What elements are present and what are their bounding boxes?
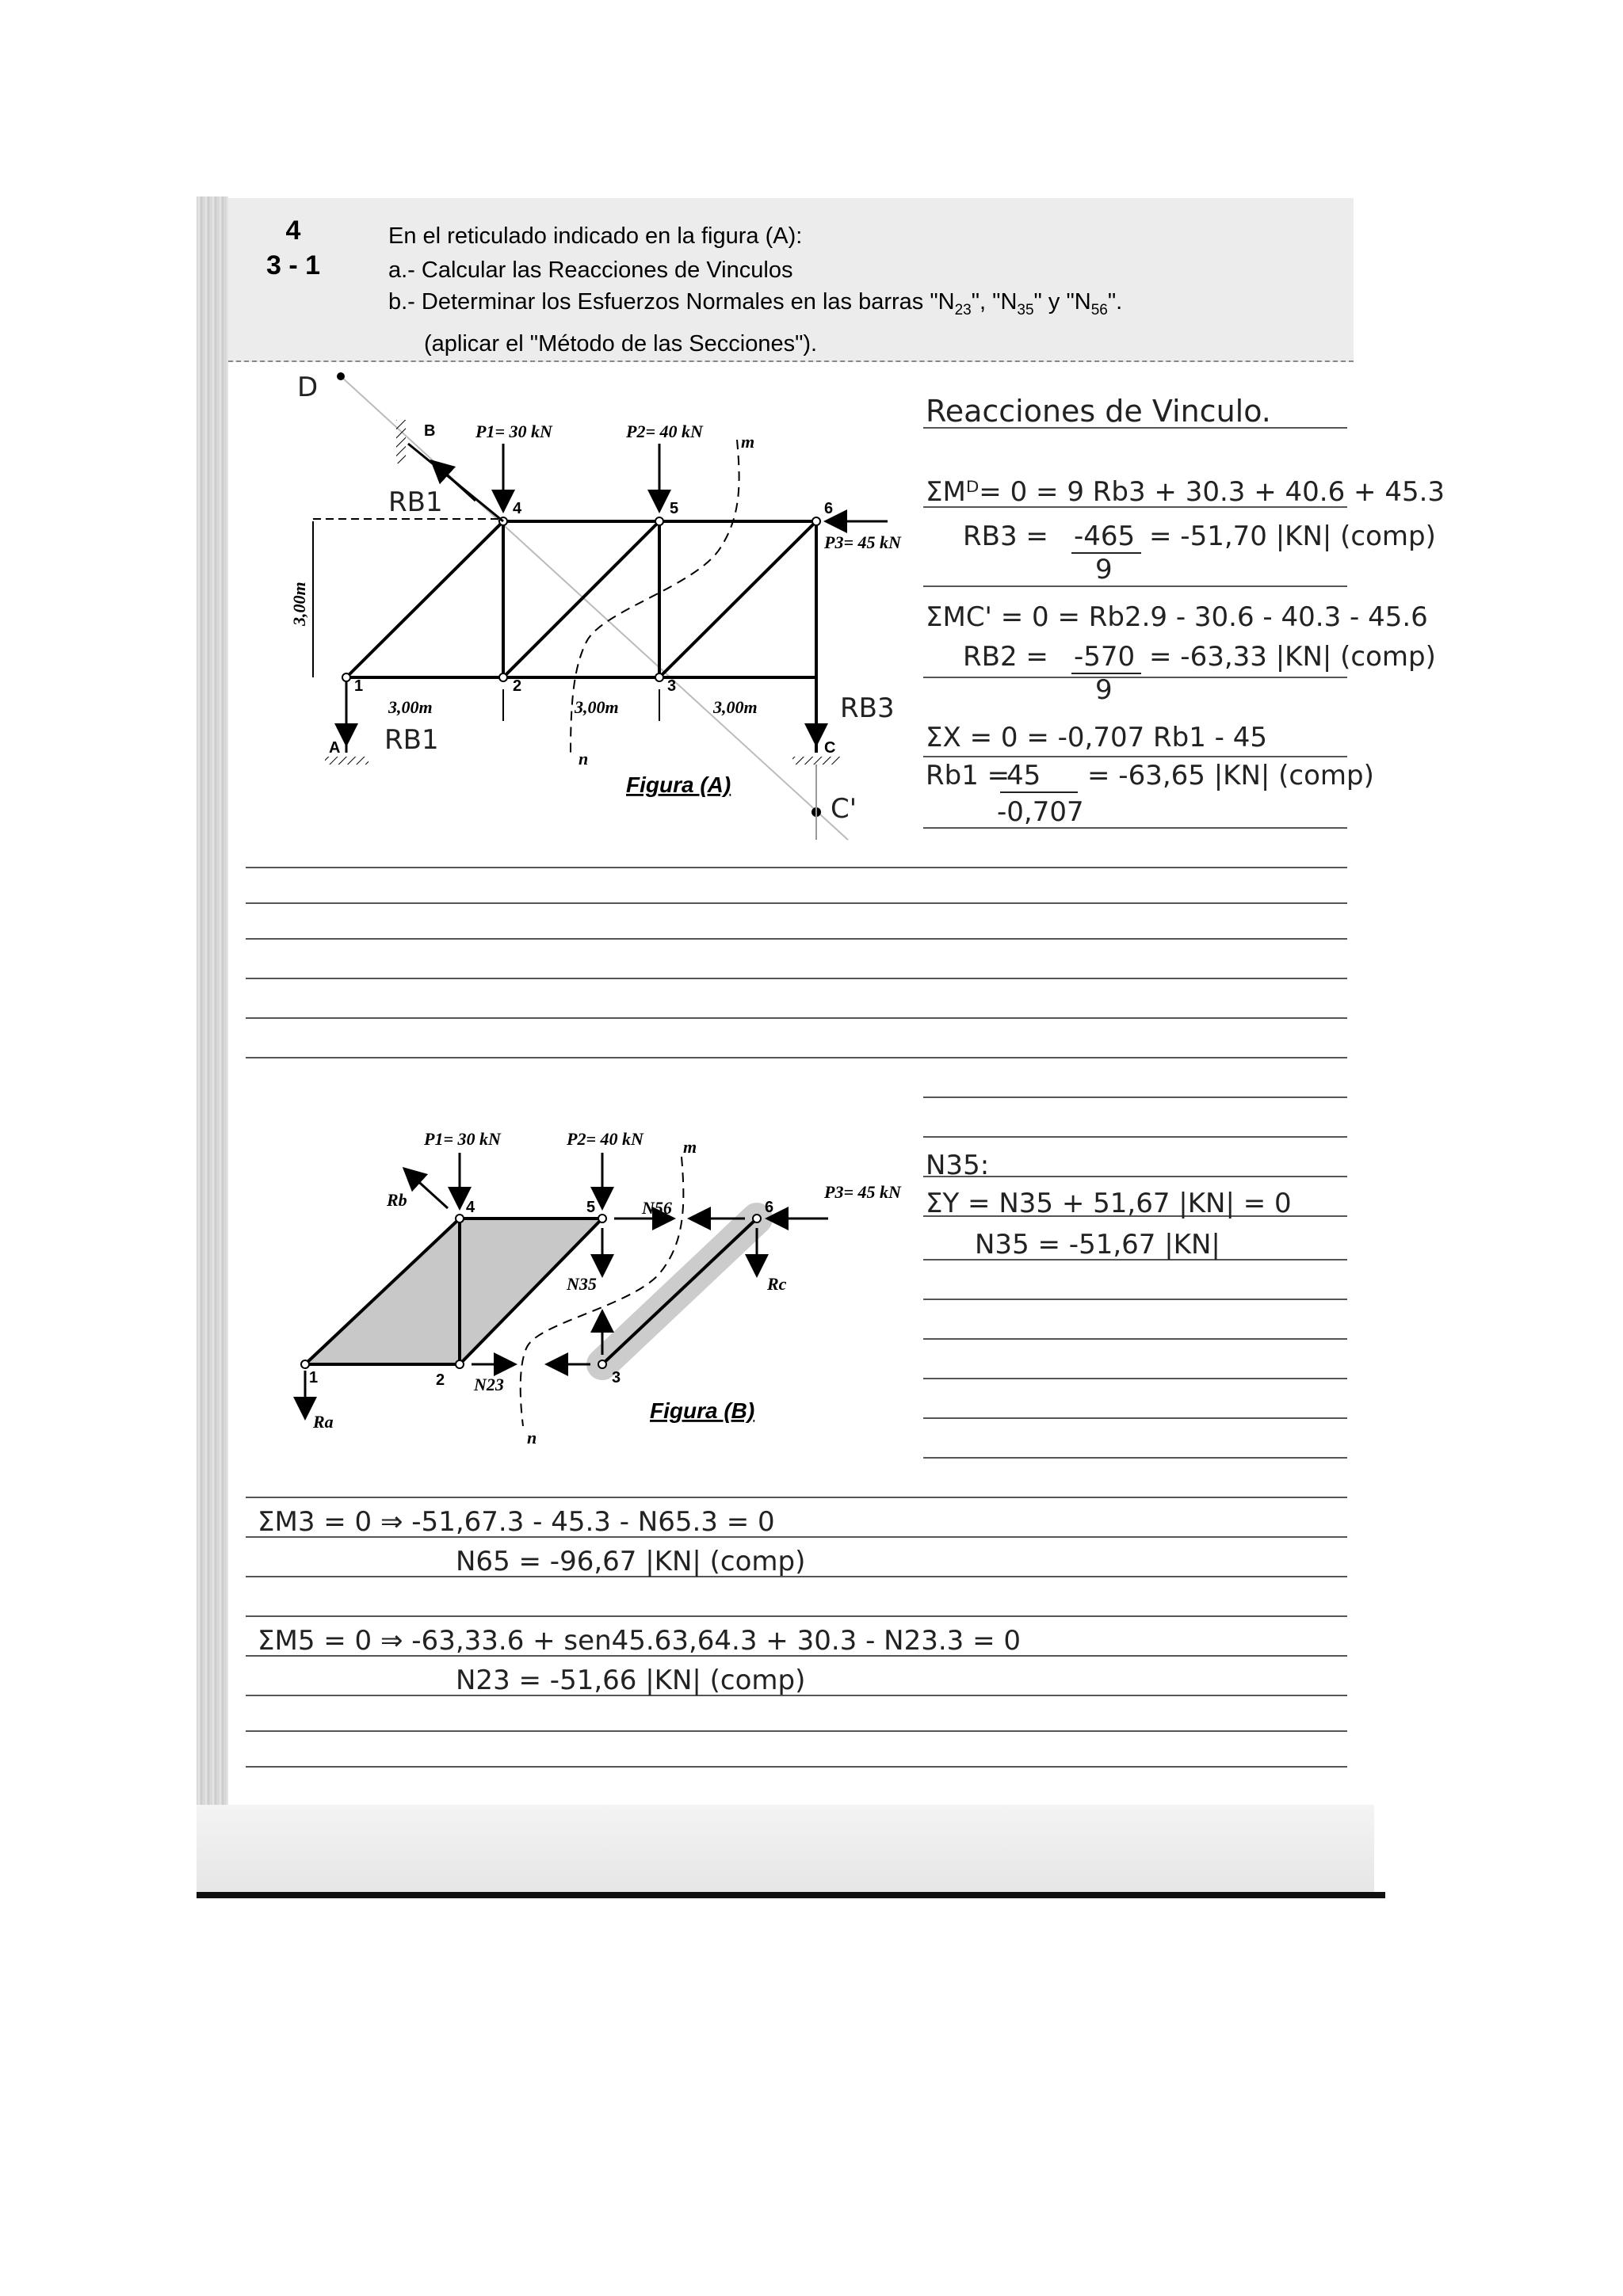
- node-4: [456, 1215, 464, 1222]
- figure-a-caption: Figura (A): [626, 772, 731, 797]
- hw-n35-title: N35:: [926, 1150, 990, 1181]
- item-b-mid1: ", "N: [971, 289, 1018, 315]
- label-p2: P2= 40 kN: [567, 1129, 643, 1149]
- node-3: [655, 673, 663, 681]
- label-n56: N56: [642, 1198, 672, 1218]
- label-node-4: 4: [466, 1199, 475, 1216]
- node-5: [598, 1215, 606, 1222]
- hw-reactions-title: Reacciones de Vinculo.: [926, 394, 1271, 429]
- hw-eq3-res-lhs: Rb1 =: [926, 760, 1010, 791]
- bar-3-6: [602, 1219, 757, 1364]
- problem-number: 4: [285, 215, 301, 246]
- figure-b-freebody: [301, 1129, 902, 1447]
- label-p3: P3= 45 kN: [824, 532, 901, 552]
- label-node-5: 5: [670, 500, 679, 517]
- node-6: [753, 1215, 761, 1222]
- label-span-2: 3,00m: [575, 697, 619, 717]
- hw-m5-res: N23 = -51,66 |KN| (comp): [456, 1665, 806, 1696]
- label-node-2: 2: [436, 1371, 445, 1389]
- label-rb: Rb: [387, 1190, 407, 1210]
- hw-point-d: D: [297, 372, 319, 403]
- statement-item-a: a.- Calcular las Reacciones de Vinculos: [388, 257, 793, 283]
- node-1: [342, 673, 350, 681]
- node-2: [499, 673, 507, 681]
- node-6: [812, 517, 820, 525]
- label-n35: N35: [567, 1274, 597, 1294]
- hw-eq3-frac-num: 45: [1006, 760, 1041, 791]
- hw-m5-eq: ΣM5 = 0 ⇒ -63,33.6 + sen45.63,64.3 + 30.3 - N23.3 = 0: [258, 1625, 1022, 1657]
- hw-eq3-frac-den: -0,707: [997, 796, 1084, 828]
- figure-a-truss: [289, 372, 902, 840]
- hw-eq2-res-rhs: = -63,33 |KN| (comp): [1149, 641, 1436, 673]
- item-b-sub3: 56: [1090, 301, 1108, 318]
- item-b-sub2: 35: [1017, 301, 1034, 318]
- hw-rb1-bottom: RB1: [384, 724, 439, 756]
- label-node-6: 6: [765, 1199, 774, 1216]
- support-c-ground: [792, 757, 840, 765]
- label-node-5: 5: [586, 1199, 596, 1216]
- bar-1-4: [346, 521, 503, 677]
- point-d-dot: [337, 372, 345, 380]
- label-node-4: 4: [513, 500, 522, 517]
- label-support-c: C: [824, 739, 836, 757]
- figure-b-caption: Figura (B): [650, 1398, 755, 1423]
- hw-n35-res: N35 = -51,67 |KN|: [975, 1229, 1220, 1261]
- label-node-2: 2: [513, 677, 522, 695]
- node-3: [598, 1360, 606, 1368]
- label-node-3: 3: [612, 1369, 621, 1386]
- problem-sub-number: 3 - 1: [265, 250, 321, 280]
- hw-rb1-top: RB1: [388, 486, 443, 518]
- hw-m3-res: N65 = -96,67 |KN| (comp): [456, 1546, 806, 1577]
- label-cut-m: m: [683, 1137, 697, 1157]
- hw-point-c-prime: C': [831, 793, 857, 825]
- label-rc: Rc: [767, 1274, 787, 1294]
- statement-method-note: (aplicar el "Método de las Secciones").: [424, 331, 818, 357]
- label-support-b: B: [424, 422, 436, 440]
- label-cut-m: m: [741, 432, 755, 452]
- node-2: [456, 1360, 464, 1368]
- label-n23: N23: [474, 1375, 504, 1394]
- label-node-1: 1: [309, 1369, 319, 1386]
- label-p2: P2= 40 kN: [626, 421, 703, 441]
- hw-eq2-frac-num: -570: [1074, 641, 1136, 673]
- label-height: 3,00m: [289, 582, 309, 626]
- item-b-sub1: 23: [954, 301, 972, 318]
- label-span-1: 3,00m: [388, 697, 433, 717]
- statement-intro: En el reticulado indicado en la figura (A):: [388, 223, 803, 249]
- label-p1: P1= 30 kN: [424, 1129, 501, 1149]
- hw-rb3: RB3: [840, 692, 895, 724]
- item-b-suffix: ".: [1107, 289, 1123, 315]
- support-a-ground: [325, 757, 369, 765]
- bar-3-6: [659, 521, 816, 677]
- hw-eq2: ΣMC' = 0 = Rb2.9 - 30.6 - 40.3 - 45.6: [926, 601, 1428, 633]
- hw-eq3: ΣX = 0 = -0,707 Rb1 - 45: [926, 722, 1268, 753]
- item-b-prefix: b.- Determinar los Esfuerzos Normales en las barras "N: [388, 289, 955, 315]
- hw-m3-eq: ΣM3 = 0 ⇒ -51,67.3 - 45.3 - N65.3 = 0: [258, 1506, 775, 1538]
- left-part-shading: [305, 1219, 602, 1364]
- label-span-3: 3,00m: [713, 697, 758, 717]
- label-p3: P3= 45 kN: [824, 1182, 901, 1202]
- hw-eq1-res-rhs: = -51,70 |KN| (comp): [1149, 521, 1436, 552]
- label-node-3: 3: [667, 677, 677, 695]
- label-ra: Ra: [313, 1412, 334, 1432]
- label-node-1: 1: [354, 677, 364, 695]
- hw-eq2-frac-den: 9: [1095, 674, 1113, 706]
- label-p1: P1= 30 kN: [475, 421, 552, 441]
- hw-eq1-frac-den: 9: [1095, 554, 1113, 585]
- item-b-mid2: " y "N: [1033, 289, 1091, 315]
- hw-n35-eq: ΣY = N35 + 51,67 |KN| = 0: [926, 1188, 1292, 1219]
- label-support-a: A: [329, 739, 341, 757]
- hw-eq1: ΣMᴰ= 0 = 9 Rb3 + 30.3 + 40.6 + 45.3: [926, 476, 1445, 508]
- node-5: [655, 517, 663, 525]
- reaction-rb-arrow: [404, 1169, 448, 1208]
- support-b-wall: [396, 420, 406, 463]
- label-node-6: 6: [824, 500, 834, 517]
- node-1: [301, 1360, 309, 1368]
- hw-eq3-res-rhs: = -63,65 |KN| (comp): [1087, 760, 1374, 791]
- hw-eq2-res-lhs: RB2 =: [963, 641, 1048, 673]
- label-cut-n: n: [527, 1428, 537, 1447]
- label-cut-n: n: [579, 749, 589, 769]
- hw-eq1-res-lhs: RB3 =: [963, 521, 1048, 552]
- hw-eq1-frac-num: -465: [1074, 521, 1136, 552]
